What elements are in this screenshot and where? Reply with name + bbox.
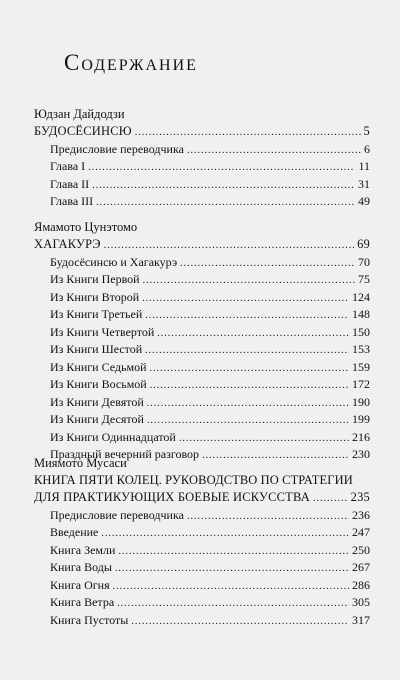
toc-chapter-entry[interactable]	[34, 193, 370, 211]
page-number: 49	[358, 194, 370, 208]
page-number: 305	[352, 595, 370, 609]
page-number: 172	[352, 377, 370, 391]
page-number: 11	[358, 159, 370, 173]
chapter-title: Книга Пустоты	[50, 612, 129, 627]
chapter-title: Введение	[50, 525, 99, 539]
page-number: 199	[352, 412, 370, 426]
dot-leader	[147, 395, 349, 413]
toc-chapter-entry[interactable]	[34, 289, 370, 307]
dot-leader	[101, 525, 349, 543]
dot-leader	[145, 342, 349, 360]
chapter-title: Книга Огня	[50, 577, 110, 592]
dot-leader	[117, 595, 349, 613]
book-title: БУДОСЁСИНСЮ	[34, 124, 132, 138]
dot-leader	[145, 307, 349, 325]
dot-leader	[187, 508, 349, 526]
dot-leader	[115, 560, 349, 578]
toc-chapter-entry[interactable]	[34, 542, 370, 560]
chapter-title: Из Книги Одиннадцатой	[50, 429, 176, 444]
page-number: 6	[364, 141, 370, 156]
chapter-title: Из Книги Первой	[50, 272, 140, 286]
toc-book-entry[interactable]	[34, 123, 370, 141]
page-number: 230	[352, 447, 370, 461]
dot-leader	[104, 237, 354, 255]
toc-chapter-entry[interactable]	[34, 341, 370, 359]
toc-book-entry[interactable]	[34, 236, 370, 254]
toc-chapter-entry[interactable]	[34, 559, 370, 577]
page-number: 216	[352, 429, 370, 444]
chapter-title: Из Книги Третьей	[50, 307, 143, 321]
toc-chapter-entry[interactable]	[34, 594, 370, 612]
dot-leader	[135, 124, 361, 142]
chapter-title: Из Книги Девятой	[50, 394, 144, 409]
dot-leader	[118, 543, 349, 561]
chapter-title: Книга Земли	[50, 542, 116, 557]
dot-leader	[150, 377, 349, 395]
dot-leader	[187, 142, 361, 160]
toc-chapter-entry[interactable]	[34, 271, 370, 289]
page-number: 70	[358, 254, 370, 269]
chapter-title: Из Книги Второй	[50, 289, 140, 304]
chapter-title: Будосёсинсю и Хагакурэ	[50, 254, 178, 269]
book-title-line-2: ДЛЯ ПРАКТИКУЮЩИХ БОЕВЫЕ ИСКУССТВА	[34, 490, 310, 504]
page-number: 124	[352, 289, 370, 304]
dot-leader	[150, 360, 349, 378]
page-number: 75	[358, 272, 370, 286]
author-name: Миямото Мусаси	[34, 456, 127, 470]
toc-chapter-entry[interactable]	[34, 507, 370, 525]
chapter-title: Глава I	[50, 159, 86, 173]
dot-leader	[92, 177, 355, 195]
page-number: 69	[357, 237, 370, 251]
book-title-line-1[interactable]: КНИГА ПЯТИ КОЛЕЦ. РУКОВОДСТВО ПО СТРАТЕГИИ	[34, 473, 353, 487]
chapter-title: Глава II	[50, 176, 90, 191]
dot-leader	[96, 194, 355, 212]
toc-chapter-entry[interactable]	[34, 306, 370, 324]
page-number: 286	[352, 577, 370, 592]
page-number: 236	[352, 507, 370, 522]
toc-section-yamamoto	[34, 219, 370, 464]
page-number: 148	[352, 307, 370, 321]
dot-leader	[313, 490, 348, 508]
book-title: ХАГАКУРЭ	[34, 237, 101, 251]
page-number: 150	[352, 324, 370, 339]
toc-chapter-entry[interactable]	[34, 141, 370, 159]
page-number: 5	[363, 124, 370, 138]
page-number: 190	[352, 394, 370, 409]
page-number: 159	[352, 359, 370, 374]
chapter-title: Глава III	[50, 194, 94, 208]
author-name: Юдзан Дайдодзи	[34, 107, 125, 121]
toc-chapter-entry[interactable]	[34, 254, 370, 272]
chapter-title: Книга Ветра	[50, 595, 115, 609]
toc-chapter-entry[interactable]	[34, 324, 370, 342]
chapter-title: Из Книги Десятой	[50, 412, 144, 426]
dot-leader	[180, 255, 355, 273]
page-number: 235	[350, 490, 370, 504]
page-number: 247	[352, 525, 370, 539]
dot-leader	[131, 613, 349, 631]
dot-leader	[88, 159, 355, 177]
page-number: 250	[352, 542, 370, 557]
toc-chapter-entry[interactable]	[34, 176, 370, 194]
chapter-title: Книга Воды	[50, 560, 112, 574]
toc-chapter-entry[interactable]	[34, 524, 370, 542]
toc-chapter-entry[interactable]	[34, 612, 370, 630]
author-name: Ямамото Цунэтомо	[34, 220, 138, 234]
page-number: 153	[352, 342, 370, 356]
dot-leader	[157, 325, 349, 343]
dot-leader	[143, 272, 355, 290]
toc-book-entry[interactable]	[34, 489, 370, 507]
toc-chapter-entry[interactable]	[34, 394, 370, 412]
page-number: 317	[352, 612, 370, 627]
dot-leader	[142, 290, 349, 308]
toc-chapter-entry[interactable]	[34, 429, 370, 447]
dot-leader	[113, 578, 349, 596]
chapter-title: Предисловие переводчика	[50, 507, 184, 522]
page-number: 31	[358, 176, 370, 191]
chapter-title: Из Книги Четвертой	[50, 324, 155, 339]
toc-chapter-entry[interactable]	[34, 359, 370, 377]
chapter-title: Из Книги Восьмой	[50, 377, 147, 391]
toc-chapter-entry[interactable]	[34, 376, 370, 394]
chapter-title: Из Книги Шестой	[50, 342, 143, 356]
page-title: Содержание	[64, 50, 198, 75]
chapter-title: Предисловие переводчика	[50, 141, 184, 156]
dot-leader	[147, 412, 349, 430]
chapter-title: Из Книги Седьмой	[50, 359, 147, 374]
toc-chapter-entry[interactable]	[34, 411, 370, 429]
toc-chapter-entry[interactable]	[34, 577, 370, 595]
dot-leader	[179, 430, 349, 448]
chapter-title: Праздный вечерний разговор	[50, 447, 200, 461]
page-number: 267	[352, 560, 370, 574]
toc-chapter-entry[interactable]	[34, 158, 370, 176]
toc-section-musashi	[34, 455, 370, 629]
toc-section-daidoji	[34, 106, 370, 211]
